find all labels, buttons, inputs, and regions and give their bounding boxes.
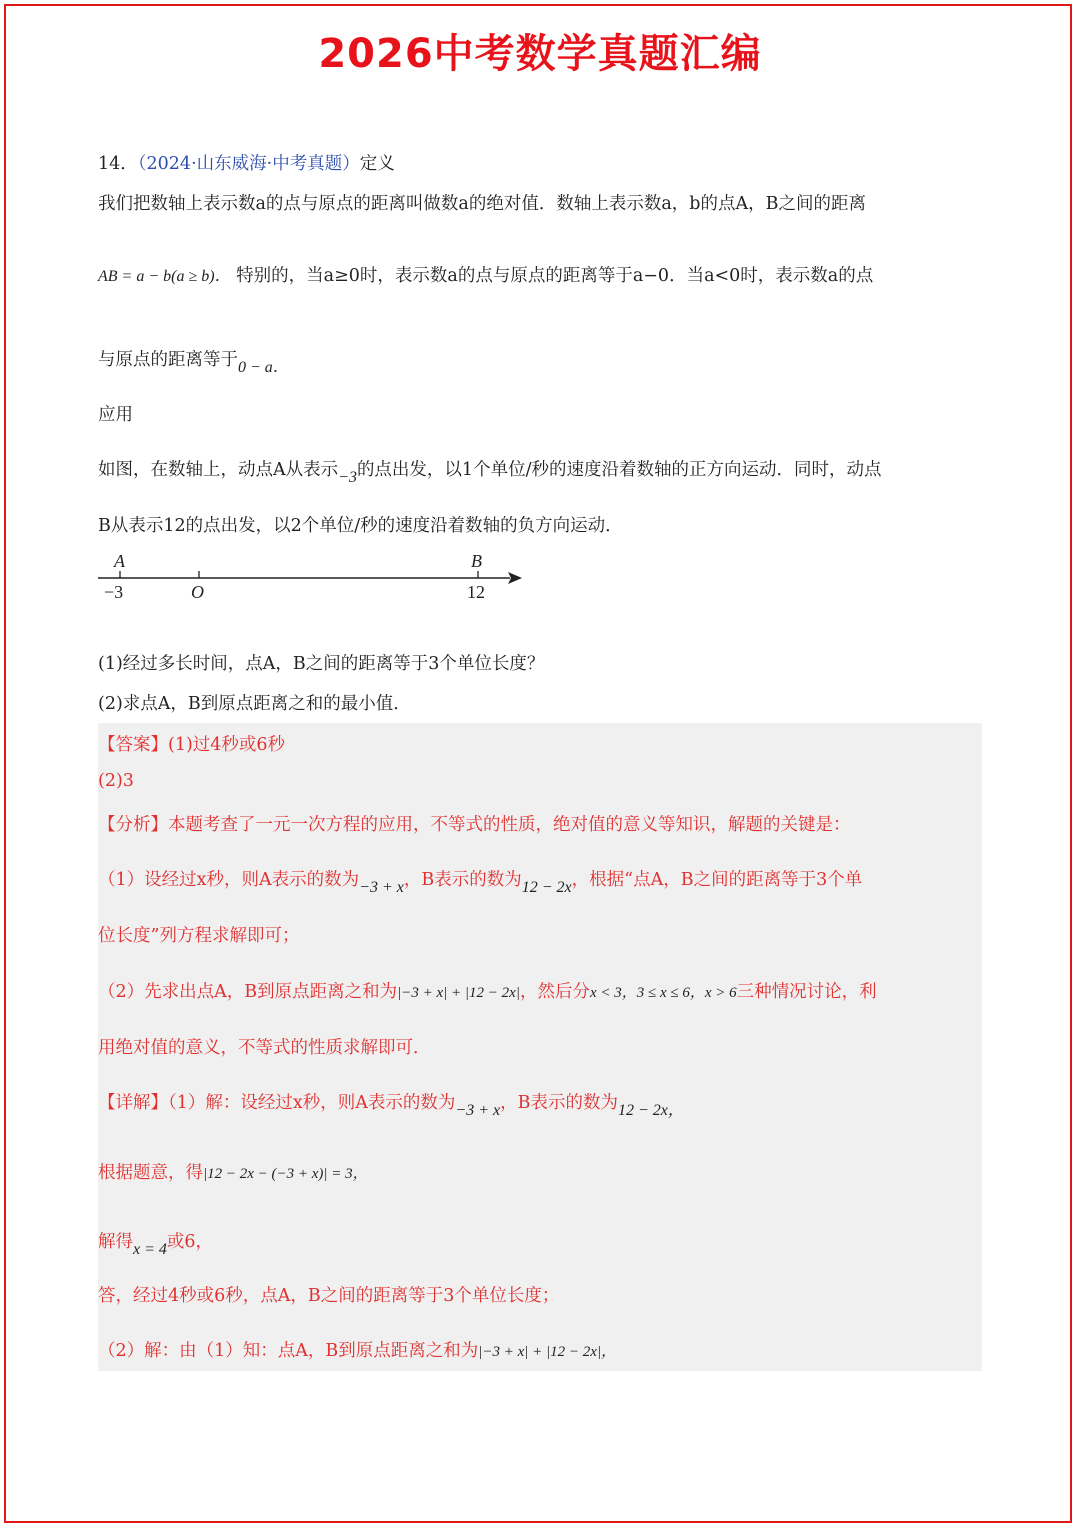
definition-formula: AB = a − b(a ≥ b)． — [98, 268, 231, 285]
application-line-2: B从表示12的点出发，以2个单位/秒的速度沿着数轴的负方向运动． — [98, 516, 623, 536]
question-heading: 定义 — [359, 154, 395, 174]
analysis-part1-line1: （1）设经过x秒，则A表示的数为−3 + x，B表示的数为12 − 2x，根据“点A，B之间的距离等于3个单 — [98, 870, 863, 896]
detail-line-5: （2）解：由（1）知：点A，B到原点距离之和为|−3 + x| + |12 − 2x|， — [98, 1341, 617, 1361]
point-b-label: B — [471, 551, 482, 571]
detail-line-1: 【详解】（1）解：设经过x秒，则A表示的数为−3 + x，B表示的数为12 − 2x， — [98, 1093, 684, 1119]
definition-line-2: AB = a − b(a ≥ b)． 特别的，当a≥0时，表示数a的点与原点的距离等于a−0．当a<0时，表示数a的点 — [98, 266, 874, 286]
analysis-part1-line2: 位长度”列方程求解即可； — [98, 926, 300, 946]
page-title: 2026中考数学真题汇编 — [318, 31, 762, 77]
question-number: 14． — [98, 154, 138, 174]
analysis-part2-line1: （2）先求出点A，B到原点距离之和为|−3 + x| + |12 − 2x|，然后分x < 3，3 ≤ x ≤ 6，x > 6三种情况讨论，利 — [98, 982, 877, 1002]
analysis-part2-line2: 用绝对值的意义，不等式的性质求解即可． — [98, 1038, 431, 1058]
number-line-figure — [94, 545, 534, 607]
question-source: （2024·山东威海·中考真题） — [137, 154, 360, 174]
definition-line-3: 与原点的距离等于0 − a． — [98, 350, 289, 376]
answer-line-1: 【答案】(1)过4秒或6秒 — [98, 735, 286, 755]
answer-line-2: (2)3 — [98, 771, 134, 791]
application-heading: 应用 — [98, 405, 133, 425]
tick-label-minus3: −3 — [104, 582, 124, 602]
point-a-label: A — [114, 551, 125, 571]
application-line-1: 如图，在数轴上，动点A从表示−3的点出发，以1个单位/秒的速度沿着数轴的正方向运动．同时，动点 — [98, 460, 882, 486]
question-part-1: (1)经过多长时间，点A，B之间的距离等于3个单位长度？ — [98, 654, 545, 674]
definition-line-1: 我们把数轴上表示数a的点与原点的距离叫做数a的绝对值．数轴上表示数a，b的点A，B之间的距离 — [98, 194, 866, 214]
detail-line-3: 解得x = 4或6， — [98, 1232, 214, 1258]
detail-line-2: 根据题意，得|12 − 2x − (−3 + x)| = 3， — [98, 1163, 368, 1183]
detail-line-4: 答，经过4秒或6秒，点A，B之间的距离等于3个单位长度； — [98, 1286, 560, 1306]
question-part-2: (2)求点A，B到原点距离之和的最小值． — [98, 694, 411, 714]
analysis-line-1: 【分析】本题考查了一元一次方程的应用，不等式的性质，绝对值的意义等知识，解题的关键是： — [98, 815, 851, 835]
question-title — [98, 150, 395, 175]
tick-label-12: 12 — [467, 582, 485, 602]
tick-label-origin: O — [191, 582, 204, 602]
